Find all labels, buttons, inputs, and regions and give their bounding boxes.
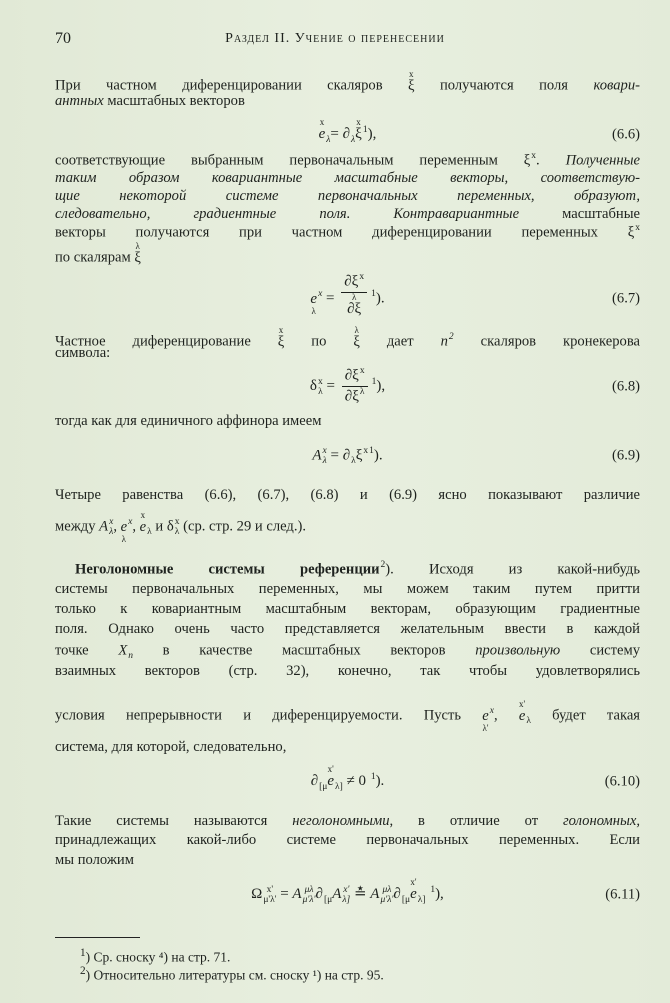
subscript: [μ xyxy=(401,894,411,905)
math-symbol xyxy=(482,700,488,733)
text-run: A xyxy=(370,885,380,902)
text-run: ), xyxy=(376,377,386,394)
underscript xyxy=(142,535,144,544)
superscript: x xyxy=(318,376,323,387)
superscript: 1 xyxy=(369,446,374,456)
math-scripts xyxy=(360,366,365,386)
math-scripts xyxy=(359,272,364,292)
text-run: δ xyxy=(309,377,317,394)
equation-number: (6.7) xyxy=(612,290,640,307)
text-run: ∂ξ xyxy=(347,301,362,317)
math-symbol xyxy=(355,118,362,151)
subscript: λ xyxy=(351,456,356,466)
superscript: x xyxy=(322,446,327,456)
subscript: μ'λ' xyxy=(263,894,277,905)
text-run: векторы получаются при частном диференцировании переменных xyxy=(55,224,628,241)
text-run: следовательно, градиентные поля. Контравариантные xyxy=(55,206,520,222)
text-run: ≛ xyxy=(350,885,371,902)
text-run: ξ xyxy=(134,250,141,266)
overscript: x xyxy=(409,69,414,79)
text-line xyxy=(55,69,640,94)
math-scripts xyxy=(263,885,276,905)
subscript: λ xyxy=(147,527,152,538)
text-run: Полученные xyxy=(565,152,641,169)
text-run: ξ xyxy=(355,126,362,142)
running-header: Раздел II. Учение о перенесении xyxy=(225,31,445,46)
superscript xyxy=(324,885,332,895)
subscript: μ'λ' xyxy=(380,894,394,905)
math-symbol xyxy=(140,511,146,544)
superscript: 1 xyxy=(371,289,376,299)
text-run: произвольную xyxy=(475,642,561,659)
equation xyxy=(55,118,640,151)
underscript xyxy=(521,724,523,733)
text-run: ξ xyxy=(523,152,531,169)
subscript: λ xyxy=(351,134,356,145)
text-line xyxy=(55,580,640,598)
text-run: соответствующие выбранным первоначальным переменным xyxy=(55,152,524,169)
superscript: x xyxy=(128,517,133,528)
text-run: в качестве масштабных векторов xyxy=(133,642,476,659)
subscript: λ] xyxy=(417,894,426,905)
text-line xyxy=(55,151,640,169)
superscript: x xyxy=(318,289,323,299)
text-run: , xyxy=(132,518,140,535)
text-run: систему xyxy=(560,642,640,659)
text-run: по xyxy=(284,333,354,350)
text-line xyxy=(55,242,640,275)
text-run: ∂ xyxy=(310,772,319,789)
text-run: принадлежащих какой-либо системе первоначальных переменных. Если xyxy=(55,832,640,848)
math-scripts xyxy=(319,772,327,792)
text-run: поля. Однако очень часто представляется желательным ввести в каждой xyxy=(55,621,640,637)
text-line xyxy=(55,325,640,350)
text-run: только к ковариантным масштабным векторам, образующим градиентные xyxy=(55,601,640,617)
text-run: ковари- xyxy=(593,77,640,94)
text-line xyxy=(55,344,640,362)
text-line xyxy=(55,641,640,659)
math-scripts xyxy=(324,885,332,905)
text-run: дает xyxy=(359,333,441,350)
subscript: λ] xyxy=(335,781,343,792)
superscript xyxy=(319,772,327,782)
text-run: = xyxy=(322,377,339,394)
superscript: λ xyxy=(359,387,365,397)
text-line xyxy=(55,831,640,849)
text-run: δ xyxy=(166,518,174,535)
equation-number: (6.6) xyxy=(612,126,640,142)
math-scripts xyxy=(635,223,640,243)
underscript: λ xyxy=(311,305,316,316)
subscript: λ xyxy=(109,527,114,538)
superscript xyxy=(418,885,426,895)
text-run: ∂ξ xyxy=(344,367,359,384)
text-run: Четыре равенства (6.6), (6.7), (6.8) и (6.9) ясно показывают различие xyxy=(55,487,640,503)
text-run: ). xyxy=(373,447,383,464)
text-run: (ср. стр. 29 и след.). xyxy=(179,518,306,535)
text-line xyxy=(55,412,640,430)
superscript: x xyxy=(359,272,365,282)
overscript: x xyxy=(319,117,325,127)
text-run: системы первоначальных переменных, мы можем таким путем притти xyxy=(55,581,640,597)
math-symbol xyxy=(319,118,326,151)
text-run: = ∂ xyxy=(326,447,351,464)
superscript: x xyxy=(174,517,180,528)
math-scripts xyxy=(418,885,426,905)
text-run: Ω xyxy=(251,885,263,902)
text-run: ξ xyxy=(353,334,360,350)
text-run: взаимных векторов (стр. 32), конечно, так чтобы удовлетворялись xyxy=(55,663,640,679)
text-run: скаляров кронекерова xyxy=(453,333,640,350)
text-run: получаются поля xyxy=(414,77,594,94)
text-run: мы положим xyxy=(55,852,134,868)
subscript: [μ xyxy=(323,894,333,905)
text-line xyxy=(55,169,640,187)
equation xyxy=(55,446,640,466)
underscript xyxy=(330,789,332,798)
text-run: A xyxy=(312,447,322,464)
equation-number: (6.8) xyxy=(612,378,640,394)
page-number: 70 xyxy=(55,30,71,47)
fraction xyxy=(341,272,367,326)
text-line xyxy=(55,486,640,504)
text-run: e xyxy=(327,773,335,789)
text-run: ∂ξ xyxy=(344,388,359,405)
text-run: ξ xyxy=(277,334,285,350)
text-run: n xyxy=(440,333,448,350)
equation-number: (6.9) xyxy=(612,447,640,464)
text-run: e xyxy=(310,290,318,307)
text-run: e xyxy=(318,126,326,142)
math-scripts xyxy=(402,885,410,905)
text-run: символа: xyxy=(55,345,111,361)
superscript: x xyxy=(635,223,640,233)
math-symbol xyxy=(519,700,525,733)
superscript: x xyxy=(531,151,537,161)
text-run: e xyxy=(120,519,128,535)
overscript: x' xyxy=(519,699,526,709)
text-run: ∂ xyxy=(315,885,323,902)
subscript: λ xyxy=(526,716,531,727)
text-run: e xyxy=(518,708,526,724)
text-line xyxy=(55,662,640,680)
subscript: n xyxy=(128,651,133,661)
subscript xyxy=(363,456,368,466)
text-line xyxy=(55,620,640,638)
text-run: = xyxy=(322,290,339,307)
text-run: неголономными xyxy=(292,813,390,829)
equation-number: (6.11) xyxy=(605,886,640,902)
math-symbol xyxy=(410,878,417,911)
equation xyxy=(55,366,640,407)
text-run: точке xyxy=(55,642,119,659)
underscript xyxy=(357,142,359,151)
footnote-text: ) Ср. сноску ⁴) на стр. 71. xyxy=(85,949,231,965)
superscript: μλ xyxy=(382,884,392,895)
superscript: 1 xyxy=(430,884,436,895)
text-run: щие некоторой системе первоначальных переменных, образуют, xyxy=(55,188,640,204)
superscript: x xyxy=(359,366,365,376)
text-run: A xyxy=(99,518,109,535)
text-run: = xyxy=(276,885,293,902)
overscript: λ xyxy=(351,292,357,302)
subscript: λ xyxy=(322,456,327,466)
underscript xyxy=(321,142,323,151)
text-line xyxy=(55,851,640,869)
footnote-mark: 2 xyxy=(80,965,86,977)
superscript xyxy=(402,885,410,895)
text-run: ξ xyxy=(355,447,363,464)
text-run: , xyxy=(113,518,121,535)
subscript: λ xyxy=(174,527,180,538)
text-line xyxy=(55,187,640,205)
overscript: x' xyxy=(327,764,334,774)
footnote-divider xyxy=(55,937,140,938)
overscript: x xyxy=(356,117,361,127)
text-run: система, для которой, следовательно, xyxy=(55,739,287,755)
text-run: . xyxy=(536,152,566,169)
math-scripts xyxy=(335,772,343,792)
text-run: масштабные xyxy=(519,206,640,222)
text-run: Частное диференцирование xyxy=(55,333,278,350)
text-run: , xyxy=(493,707,519,724)
superscript: x' xyxy=(343,884,350,895)
text-run: ξ xyxy=(627,224,635,241)
underscript: λ xyxy=(121,533,127,544)
text-run: e xyxy=(139,519,147,535)
text-run: условия непрерывности и диференцируемости. Пусть xyxy=(55,707,483,724)
text-run: ), xyxy=(367,125,377,142)
equation-number: (6.10) xyxy=(604,773,640,789)
text-run: При частном диференцировании скаляров xyxy=(55,77,409,94)
text-run: и xyxy=(151,518,167,535)
text-run: e xyxy=(482,708,489,724)
math-symbol xyxy=(347,293,361,326)
equation xyxy=(55,272,640,326)
text-run: между xyxy=(55,518,100,535)
subscript xyxy=(359,282,364,292)
math-symbol xyxy=(134,242,141,275)
text-run: по скалярам xyxy=(55,249,135,266)
fraction-denominator xyxy=(342,387,368,407)
text-run: будет такая xyxy=(530,707,641,724)
fraction-denominator xyxy=(344,293,364,326)
math-symbol xyxy=(327,765,334,798)
text-run: e xyxy=(410,886,417,902)
superscript: x xyxy=(363,446,369,456)
subscript xyxy=(360,376,365,386)
text-run: голономных, xyxy=(562,813,640,829)
text-run: , в отличие от xyxy=(389,813,563,829)
text-run: ). xyxy=(375,772,385,789)
text-line xyxy=(55,699,641,733)
subscript: λ xyxy=(326,134,331,145)
text-run: тогда как для единичного аффинора имеем xyxy=(55,413,322,429)
overscript: x' xyxy=(410,877,417,887)
superscript: 1 xyxy=(371,376,377,387)
superscript: x' xyxy=(266,884,274,895)
text-run: Неголономные системы референции xyxy=(75,561,380,578)
fraction-numerator xyxy=(342,366,368,387)
text-run: Такие системы называются xyxy=(55,813,293,829)
footnote-2 xyxy=(80,963,384,984)
subscript: [μ xyxy=(319,781,328,792)
text-line xyxy=(55,812,640,830)
subscript: μ'λ' xyxy=(302,894,316,905)
subscript: λ] xyxy=(342,894,351,905)
text-run: таким образом ковариантные масштабные векторы, соответствую- xyxy=(55,170,640,186)
text-run: антных xyxy=(55,93,104,109)
text-run: X xyxy=(118,642,128,659)
equation xyxy=(55,878,640,911)
math-scripts xyxy=(303,885,316,905)
superscript: x xyxy=(489,706,494,717)
footnote-text: ) Относительно литературы см. сноску ¹) на стр. 95. xyxy=(85,967,384,983)
text-line xyxy=(55,205,640,223)
subscript: λ xyxy=(318,386,323,397)
overscript: x xyxy=(140,510,146,520)
text-line xyxy=(55,92,640,110)
math-scripts xyxy=(380,885,393,905)
text-line xyxy=(55,511,640,544)
text-line xyxy=(55,738,640,756)
superscript: 2 xyxy=(448,332,454,343)
fraction xyxy=(342,366,368,407)
text-line xyxy=(75,560,640,578)
superscript: x xyxy=(109,517,114,528)
overscript: λ xyxy=(354,325,359,335)
underscript xyxy=(412,902,414,911)
math-symbol xyxy=(121,511,127,544)
text-run: A xyxy=(292,885,302,902)
text-run: = ∂ xyxy=(330,125,351,142)
text-run: ∂ξ xyxy=(344,273,359,290)
text-run: ∂ xyxy=(393,885,401,902)
text-run: ), xyxy=(435,885,444,902)
text-run: ). xyxy=(375,290,385,307)
equation xyxy=(55,765,640,798)
math-symbol xyxy=(310,283,317,316)
superscript: 1 xyxy=(370,771,376,782)
subscript xyxy=(360,397,365,407)
text-run: A xyxy=(332,885,342,902)
superscript: 2 xyxy=(380,560,386,570)
overscript: x xyxy=(278,325,284,335)
math-scripts xyxy=(360,387,365,407)
text-line xyxy=(55,600,640,618)
text-run: ≠ 0 xyxy=(342,772,370,789)
math-scripts xyxy=(363,446,368,466)
text-line xyxy=(55,223,640,241)
superscript: 1 xyxy=(362,124,368,135)
superscript xyxy=(335,772,343,782)
text-run xyxy=(426,886,430,902)
footnote-mark: 1 xyxy=(80,947,86,959)
text-run: масштабных векторов xyxy=(103,93,245,109)
underscript: λ' xyxy=(482,722,489,733)
text-run: ξ xyxy=(408,78,415,94)
overscript: λ xyxy=(135,241,140,251)
superscript: μλ xyxy=(304,884,314,895)
fraction-numerator xyxy=(341,272,367,293)
text-run: ). Исходя из какой-нибудь xyxy=(385,561,641,578)
